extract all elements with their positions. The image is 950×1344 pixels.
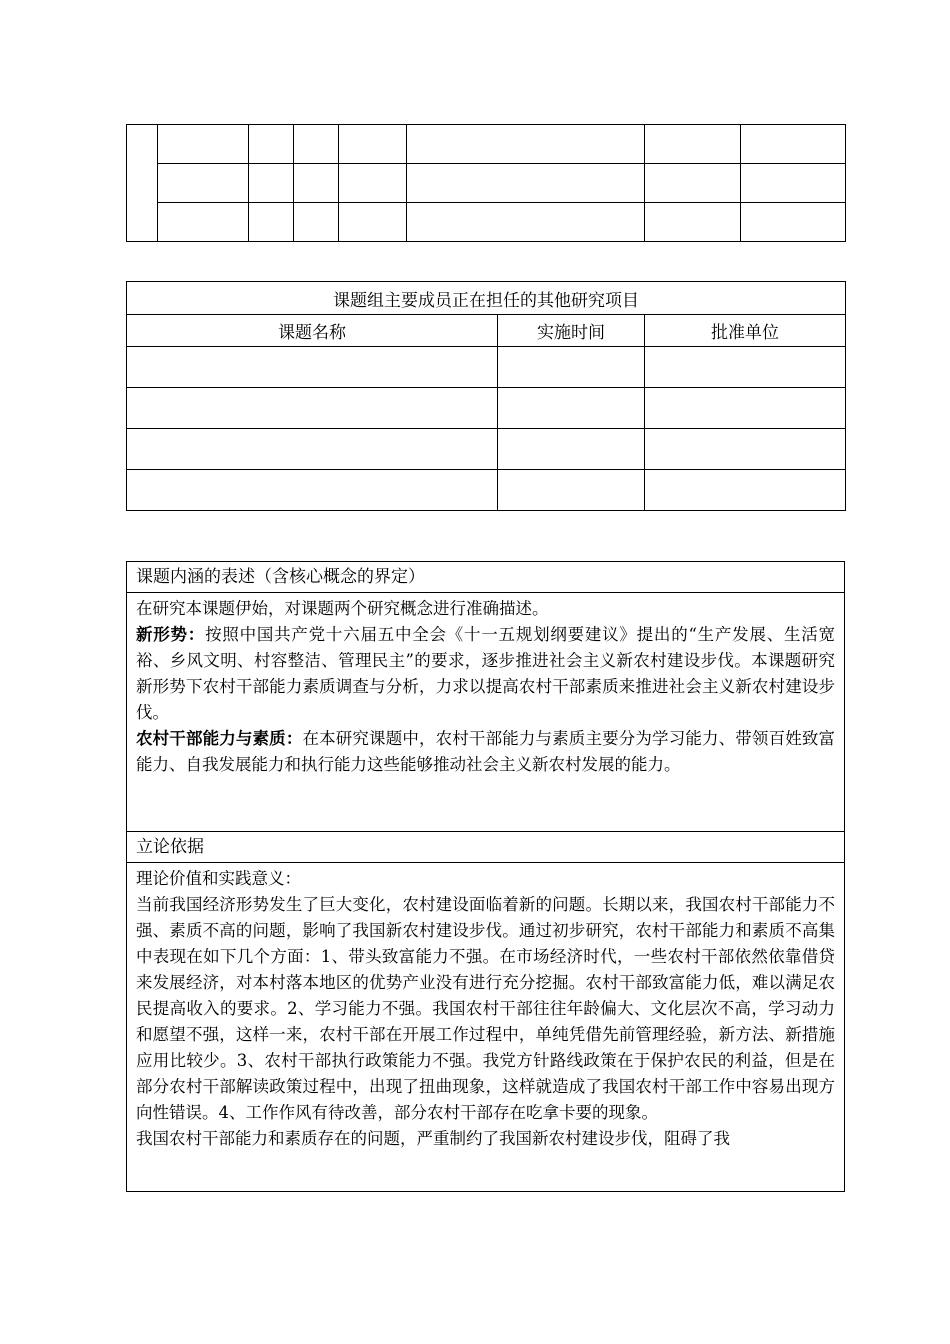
table-header-row [127,315,846,347]
research-content-table [126,561,845,1192]
table-row [127,429,846,470]
table-cell [249,125,294,164]
table-cell [407,164,645,203]
header-approving-unit: 批准单位 [645,315,846,347]
basis-body [127,863,845,1192]
table-cell [645,470,846,511]
table-cell [294,125,339,164]
table-row [127,203,846,242]
table-cell [294,164,339,203]
table-cell [407,125,645,164]
table-cell [645,125,741,164]
header-project-name: 课题名称 [127,315,498,347]
table-cell [339,125,407,164]
table-cell [645,388,846,429]
table-cell [741,164,846,203]
connotation-body [127,593,845,832]
table-title-row [127,282,846,315]
table-cell [127,347,498,388]
table-row [127,593,845,832]
member-table-continuation [126,124,846,242]
table-row [127,562,845,593]
term-paragraph-new-situation [136,622,835,726]
body-paragraph: 当前我国经济形势发生了巨大变化，农村建设面临着新的问题。长期以来，我国农村干部能力不强、素质不高的问题，影响了我国新农村建设步伐。通过初步研究，农村干部能力和素质不高集中表现在如下几个方面：1、带头致富能力不强。在市场经济时代，一些农村干部依然依靠借贷来发展经济，对本村落本地区的优势产业没有进行充分挖掘。农村干部致富能力低，难以满足农民提高收入的要求。2、学习能力不强。我国农村干部往往年龄偏大、文化层次不高，学习动力和愿望不强，这样一来，农村干部在开展工作过程中，单纯凭借先前管理经验，新方法、新措施应用比较少。3、农村干部执行政策能力不强。我党方针路线政策在于保护农民的利益，但是在部分农村干部解读政策过程中，出现了扭曲现象，这样就造成了我国农村干部工作中容易出现方向性错误。4、工作作风有待改善，部分农村干部存在吃拿卡要的现象。 [136,895,835,1122]
table-cell [645,164,741,203]
table-cell [249,164,294,203]
table-cell [127,470,498,511]
table-cell [498,388,645,429]
table-cell [498,347,645,388]
table-cell [249,203,294,242]
table-row [127,347,846,388]
term-text: 按照中国共产党十六届五中全会《十一五规划纲要建议》提出的“生产发展、生活宽裕、乡风文明、村容整洁、管理民主”的要求，逐步推进社会主义新农村建设步伐。本课题研究新形势下农村干部能力素质调查与分析，力求以提高农村干部素质来推进社会主义新农村建设步伐。 [136,625,836,722]
section-heading-connotation: 课题内涵的表述（含核心概念的界定） [127,562,845,593]
table-title: 课题组主要成员正在担任的其他研究项目 [127,282,846,315]
table-row [127,388,846,429]
subheading: 理论价值和实践意义： [136,869,301,888]
term-label: 农村干部能力与素质： [136,729,303,748]
table-cell [158,164,249,203]
table-cell [158,203,249,242]
body-paragraph: 我国农村干部能力和素质存在的问题，严重制约了我国新农村建设步伐，阻碍了我 [136,1129,730,1148]
table-cell [294,203,339,242]
table-row [127,470,846,511]
table-cell [741,125,846,164]
term-text: 在本研究课题中，农村干部能力与素质主要分为学习能力、带领百姓致富能力、自我发展能力和执行能力这些能够推动社会主义新农村发展的能力。 [136,729,836,774]
table-cell [407,203,645,242]
table-cell [127,429,498,470]
table-cell [339,164,407,203]
term-label: 新形势： [136,625,206,644]
table-cell [158,125,249,164]
table-cell [498,429,645,470]
table-cell [645,347,846,388]
table-cell [645,203,741,242]
table-row [127,863,845,1192]
term-paragraph-cadre-ability [136,726,835,778]
intro-paragraph: 在研究本课题伊始，对课题两个研究概念进行准确描述。 [136,599,549,618]
table-row [127,125,846,164]
table-cell [127,388,498,429]
section-heading-basis: 立论依据 [127,832,845,863]
table-cell [339,203,407,242]
table-row [127,164,846,203]
other-projects-table [126,281,846,511]
table-cell [498,470,645,511]
table-cell [127,125,158,242]
table-row [127,832,845,863]
table-cell [645,429,846,470]
header-implementation-time: 实施时间 [498,315,645,347]
table-cell [741,203,846,242]
